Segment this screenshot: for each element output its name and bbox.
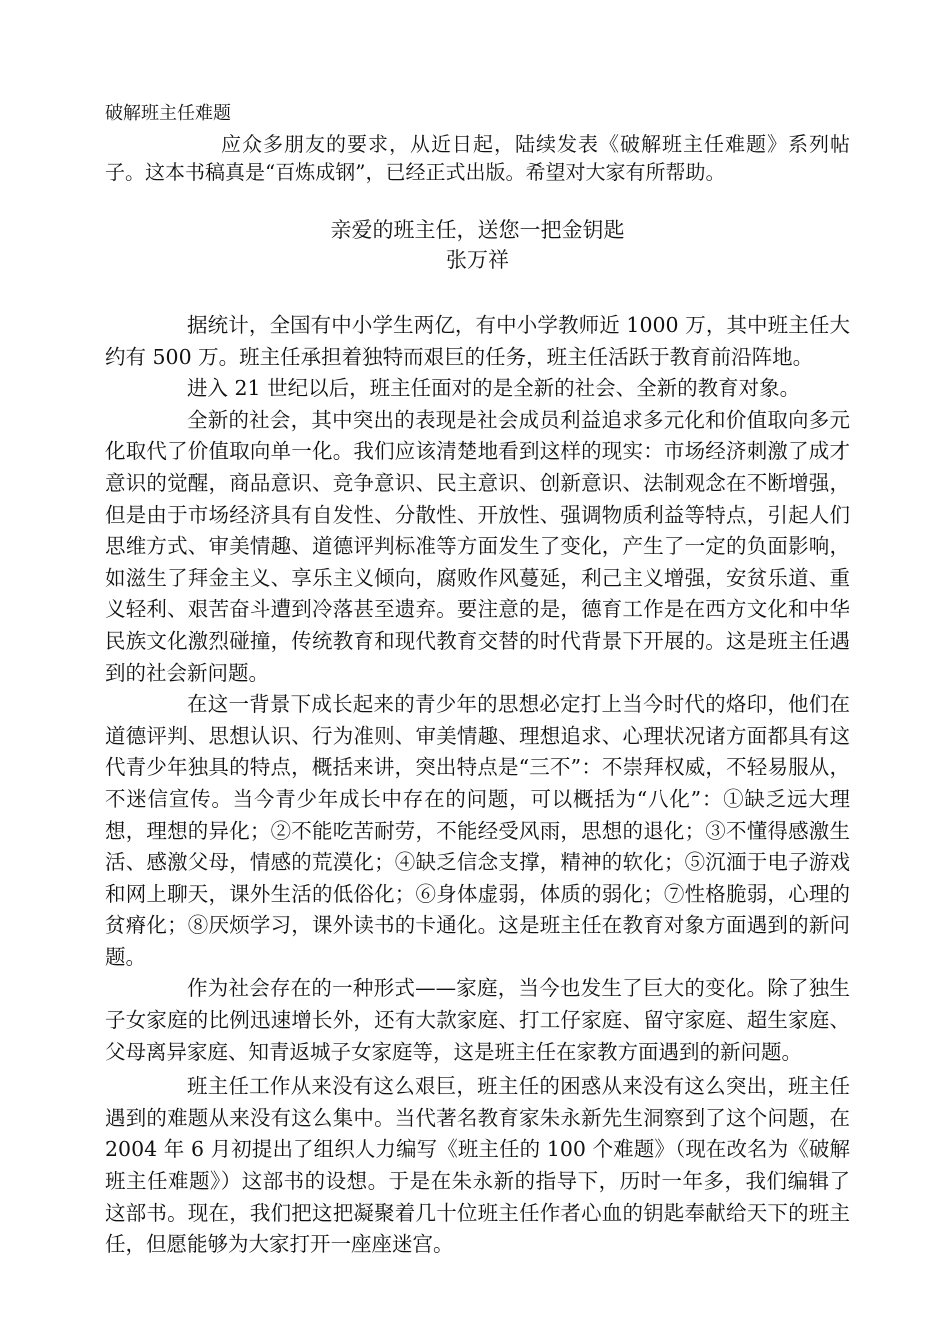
body-paragraph: 在这一背景下成长起来的青少年的思想必定打上当今时代的烙印，他们在道德评判、思想认识、行为准则、审美情趣、理想追求、心理状况诸方面都具有这代青少年独具的特点，概括来讲，突出特点是“三不”：不崇拜权威，不轻易服从，不迷信宣传。当今青少年成长中存在的问题，可以概括为“八化”：①缺乏远大理想，理想的异化；②不能吃苦耐劳，不能经受风雨，思想的退化；③不懂得感激生活、感激父母，情感的荒漠化；④缺乏信念支撑，精神的软化；⑤沉湎于电子游戏和网上聊天，课外生活的低俗化；⑥身体虚弱，体质的弱化；⑦性格脆弱，心理的贫瘠化；⑧厌烦学习，课外读书的卡通化。这是班主任在教育对象方面遇到的新问题。 (105, 692, 850, 969)
header-title: 破解班主任难题 (105, 103, 231, 124)
body-paragraph: 全新的社会，其中突出的表现是社会成员利益追求多元化和价值取向多元化取代了价值取向单一化。我们应该清楚地看到这样的现实：市场经济刺激了成才意识的觉醒，商品意识、竞争意识、民主意识、创新意识、法制观念在不断增强，但是由于市场经济具有自发性、分散性、开放性、强调物质利益等特点，引起人们思维方式、审美情趣、道德评判标准等方面发生了变化，产生了一定的负面影响，如滋生了拜金主义、享乐主义倾向，腐败作风蔓延，利己主义增强，安贫乐道、重义轻利、艰苦奋斗遭到冷落甚至遗弃。要注意的是，德育工作是在西方文化和中华民族文化激烈碰撞，传统教育和现代教育交替的时代背景下开展的。这是班主任遇到的社会新问题。 (105, 407, 850, 685)
article-body (105, 310, 850, 1261)
body-paragraph: 作为社会存在的一种形式——家庭，当今也发生了巨大的变化。除了独生子女家庭的比例迅速增长外，还有大款家庭、打工仔家庭、留守家庭、超生家庭、父母离异家庭、知青返城子女家庭等，这是班主任在家教方面遇到的新问题。 (105, 976, 850, 1064)
body-paragraph: 班主任工作从来没有这么艰巨，班主任的困惑从来没有这么突出，班主任遇到的难题从来没有这么集中。当代著名教育家朱永新先生洞察到了这个问题，在 2004 年 6 月初提出了组织人力编写《班主任的 100 个难题》（现在改名为《破解班主任难题》）这部书的设想。于是在朱永新的指导下，历时一年多，我们编辑了这部书。现在，我们把这把凝聚着几十位班主任作者心血的钥匙奉献给天下的班主任，但愿能够为大家打开一座座迷宫。 (105, 1074, 850, 1257)
body-paragraph: 据统计，全国有中小学生两亿，有中小学教师近 1000 万，其中班主任大约有 500 万。班主任承担着独特而艰巨的任务，班主任活跃于教育前沿阵地。 (105, 313, 850, 369)
article-title: 亲爱的班主任，送您一把金钥匙 (330, 218, 625, 242)
article-author: 张万祥 (446, 248, 509, 272)
intro-paragraph: 应众多朋友的要求，从近日起，陆续发表《破解班主任难题》系列帖子。这本书稿真是“百炼成钢”，已经正式出版。希望对大家有所帮助。 (105, 132, 850, 184)
document-page (105, 100, 850, 1261)
body-paragraph: 进入 21 世纪以后，班主任面对的是全新的社会、全新的教育对象。 (187, 376, 801, 401)
